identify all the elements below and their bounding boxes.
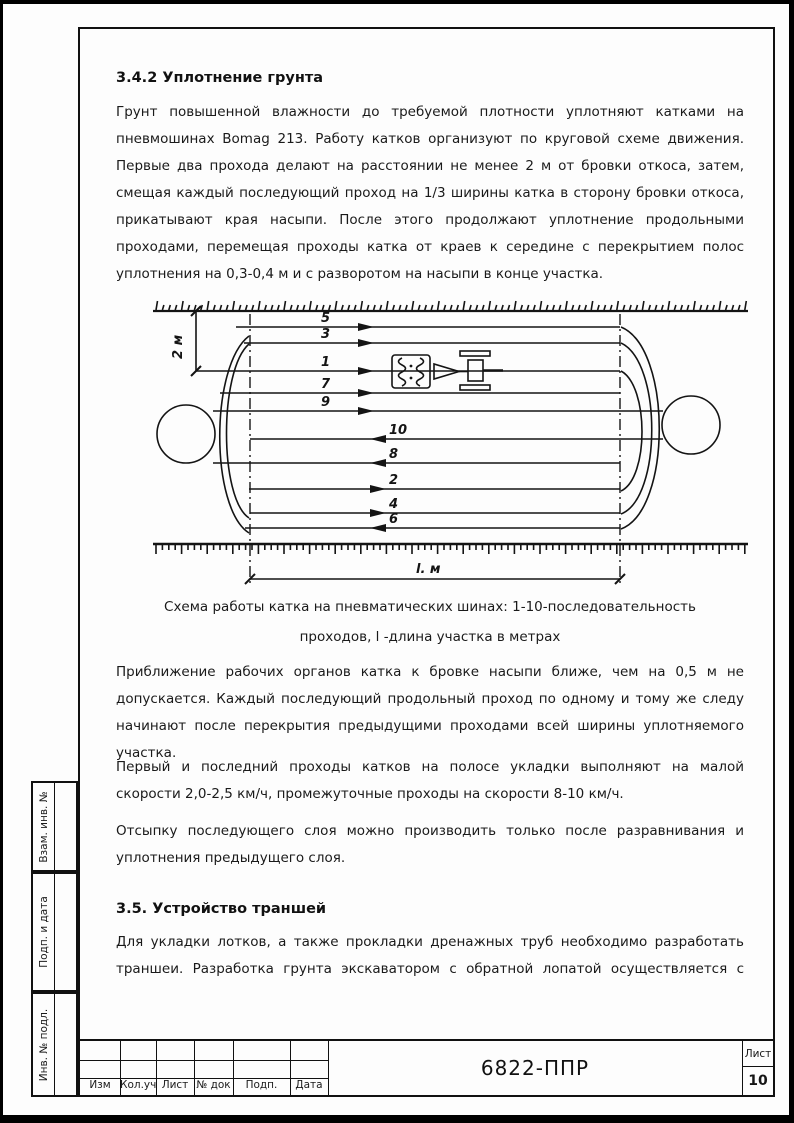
pass-arrow-3 [358, 339, 374, 347]
stamp-box-inv-podl [31, 992, 78, 1097]
pass-arrow-10 [370, 435, 386, 443]
figure-caption [116, 592, 744, 652]
stamp-box-podp-data [31, 872, 78, 992]
pass-number-2: 2 [389, 473, 399, 488]
pass-number-7: 7 [321, 377, 331, 392]
stamp-label-inv-podl: Инв. № подл. [37, 1008, 50, 1081]
right-turning-loop [662, 396, 720, 454]
left-turning-loop [157, 405, 215, 463]
stamp-empty-cell [55, 874, 76, 990]
roller-scheme-diagram [116, 296, 748, 596]
pass-arrow-7 [358, 389, 374, 397]
stamp-empty-cell [55, 783, 76, 870]
tb-col-podp: Подп. [245, 1079, 278, 1091]
length-dimension-label: l. м [416, 562, 441, 577]
document-number: 6822-ППР [480, 1056, 590, 1080]
tb-col-koluch: Кол.уч [120, 1079, 157, 1091]
figure-caption-line1: Схема работы катка на пневматических шинах: 1-10-последовательность [164, 599, 696, 615]
right-turn-arc-outer [621, 327, 659, 529]
sheet-label: Лист [744, 1047, 772, 1060]
stamp-box-vzam-inv [31, 781, 78, 872]
pass-arrow-9 [358, 407, 374, 415]
tb-col-list: Лист [161, 1079, 189, 1091]
stamp-label-cell [33, 783, 55, 870]
paragraph-trenches: Для укладки лотков, а также прокладки дренажных труб необходимо разработать траншеи. Разработка грунта экскаватором с обратной лопатой осуществляется с [116, 934, 744, 977]
sheet-number: 10 [748, 1073, 768, 1089]
pass-arrow-8 [370, 459, 386, 467]
title-block-gridline [80, 1060, 328, 1061]
pass-number-3: 3 [321, 327, 331, 342]
pass-arrow-6 [370, 524, 386, 532]
tb-col-data: Дата [295, 1079, 323, 1091]
section-heading-3-5: 3.5. Устройство траншей [116, 901, 327, 917]
pass-number-9: 9 [321, 395, 331, 410]
pass-arrow-4 [370, 509, 386, 517]
paragraph-approach-limit: Приближение рабочих органов катка к бровке насыпи ближе, чем на 0,5 м не допускается. Каждый последующий продольный проход по одному и тому же следу начинают после перекрытия предыдущими проходами всей ширины уплотняемого участка. [116, 664, 744, 761]
pass-arrow-5 [358, 323, 374, 331]
pass-arrow-1 [358, 367, 374, 375]
pass-number-8: 8 [389, 447, 399, 462]
paragraph-compaction-intro: Грунт повышенной влажности до требуемой плотности уплотняют катками на пневмошинах Bomag 213. Работу катков организуют по круговой схеме движения. Первые два прохода делают на расстоянии не менее 2 м от бровки откоса, затем, смещая каждый последующий проход на 1/3 ширины катка в сторону бровки откоса, прикатывают края насыпи. После этого продолжают уплотнение продольными проходами, перемещая проходы катка от краев к середине с перекрытием полос уплотнения на 0,3-0,4 м и с разворотом на насыпи в конце участка. [116, 104, 744, 282]
stamp-label-cell [33, 994, 55, 1095]
pass-number-6: 6 [389, 512, 399, 527]
pass-number-1: 1 [321, 355, 331, 370]
tb-col-izm: Изм [89, 1079, 111, 1091]
right-turn-arc-inner [621, 371, 642, 491]
pass-number-4: 4 [389, 497, 399, 512]
left-turn-arc-inner [227, 344, 250, 518]
pass-arrow-2 [370, 485, 386, 493]
width-dimension-label: 2 м [171, 334, 186, 359]
tb-col-nodok: № док [196, 1079, 231, 1091]
stamp-label-cell [33, 874, 55, 990]
left-turn-arc-outer [220, 336, 249, 533]
stamp-label-vzam-inv: Взам. инв. № [37, 790, 50, 863]
stamp-empty-cell [55, 994, 76, 1095]
paragraph-speeds: Первый и последний проходы катков на полосе укладки выполняют на малой скорости 2,0-2,5 км/ч, промежуточные проходы на скорости 8-10 км/ч. [116, 759, 744, 802]
pass-number-5: 5 [321, 311, 331, 326]
pass-number-10: 10 [389, 423, 408, 438]
stamp-label-podp-data: Подп. и дата [37, 896, 50, 968]
figure-caption-line2: проходов, l -длина участка в метрах [299, 629, 561, 645]
section-heading-3-4-2: 3.4.2 Уплотнение грунта [116, 70, 324, 86]
title-block [78, 1039, 775, 1097]
paragraph-next-layer: Отсыпку последующего слоя можно производить только после разравнивания и уплотнения предыдущего слоя. [116, 823, 744, 866]
